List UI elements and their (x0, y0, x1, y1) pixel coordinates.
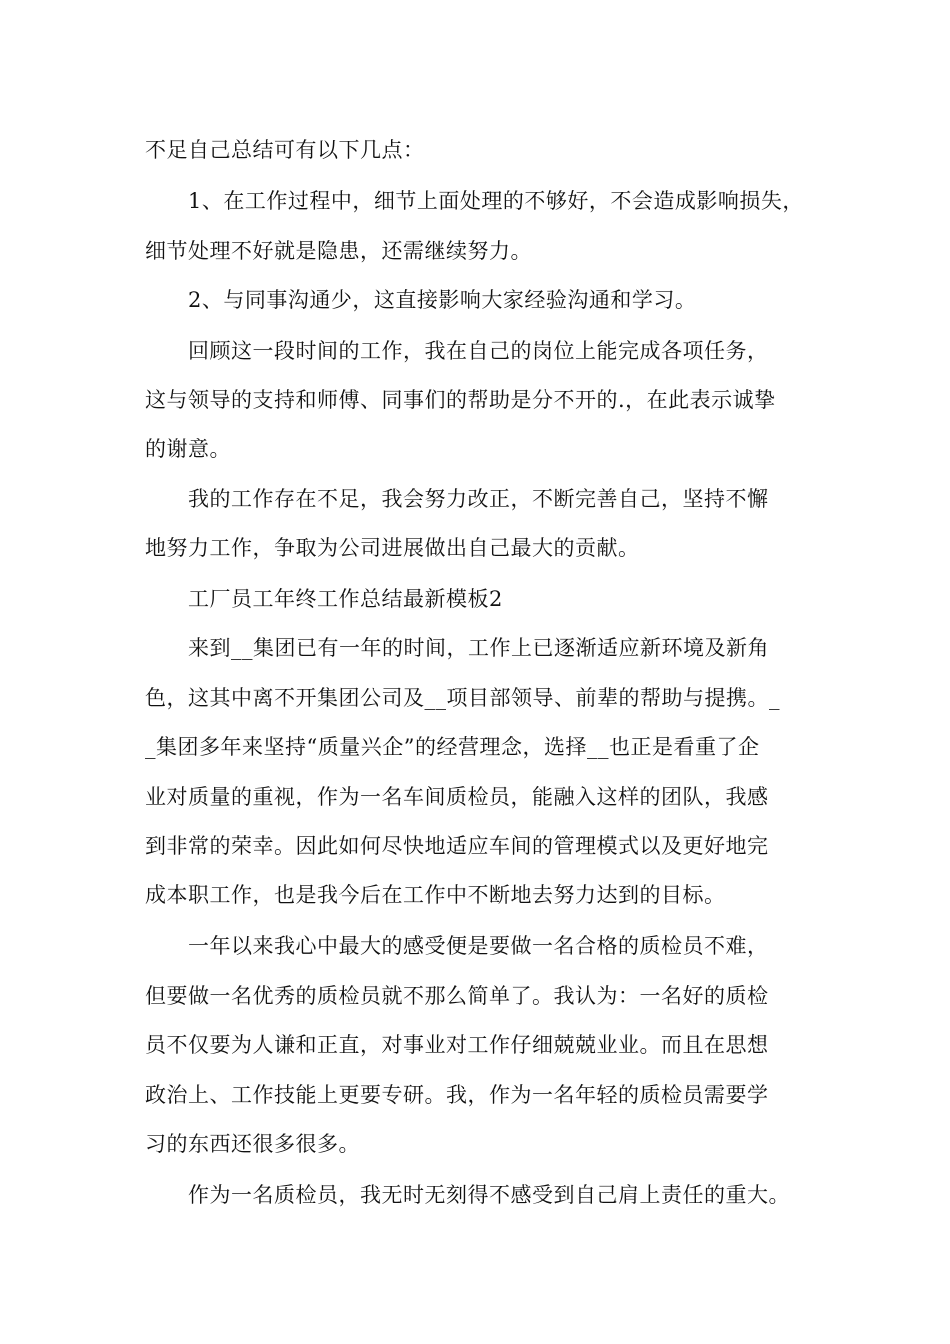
text-line: 回顾这一段时间的工作，我在自己的岗位上能完成各项任务， (188, 339, 769, 363)
text-line: 成本职工作，也是我今后在工作中不断地去努力达到的目标。 (145, 883, 726, 907)
text-line: 细节处理不好就是隐患，还需继续努力。 (145, 239, 532, 263)
text-line: 我的工作存在不足，我会努力改正，不断完善自己，坚持不懈 (188, 487, 769, 511)
section-heading: 工厂员工年终工作总结最新模板2 (188, 587, 503, 611)
text-line: 业对质量的重视，作为一名车间质检员，能融入这样的团队，我感 (145, 785, 769, 809)
text-line: 但要做一名优秀的质检员就不那么简单了。我认为：一名好的质检 (145, 984, 769, 1008)
text-line: 不足自己总结可有以下几点： (145, 138, 425, 162)
text-line: 地努力工作，争取为公司进展做出自己最大的贡献。 (145, 536, 640, 560)
text-line: 来到__集团已有一年的时间，工作上已逐渐适应新环境及新角 (188, 636, 769, 660)
text-line: 一年以来我心中最大的感受便是要做一名合格的质检员不难， (188, 934, 769, 958)
text-line: 的谢意。 (145, 437, 231, 461)
text-line: _集团多年来坚持“质量兴企”的经营理念，选择__也正是看重了企 (145, 735, 760, 759)
text-line: 习的东西还很多很多。 (145, 1132, 360, 1156)
text-line: 作为一名质检员，我无时无刻得不感受到自己肩上责任的重大。 (188, 1183, 790, 1207)
text-line: 员不仅要为人谦和正直，对事业对工作仔细兢兢业业。而且在思想 (145, 1033, 769, 1057)
text-line: 2、与同事沟通少，这直接影响大家经验沟通和学习。 (188, 288, 697, 312)
text-line: 色，这其中离不开集团公司及__项目部领导、前辈的帮助与提携。_ (145, 686, 780, 710)
text-line: 1、在工作过程中，细节上面处理的不够好，不会造成影响损失， (188, 189, 804, 213)
text-line: 这与领导的支持和师傅、同事们的帮助是分不开的.，在此表示诚挚 (145, 388, 776, 412)
text-line: 到非常的荣幸。因此如何尽快地适应车间的管理模式以及更好地完 (145, 834, 769, 858)
text-line: 政治上、工作技能上更要专研。我，作为一名年轻的质检员需要学 (145, 1083, 769, 1107)
